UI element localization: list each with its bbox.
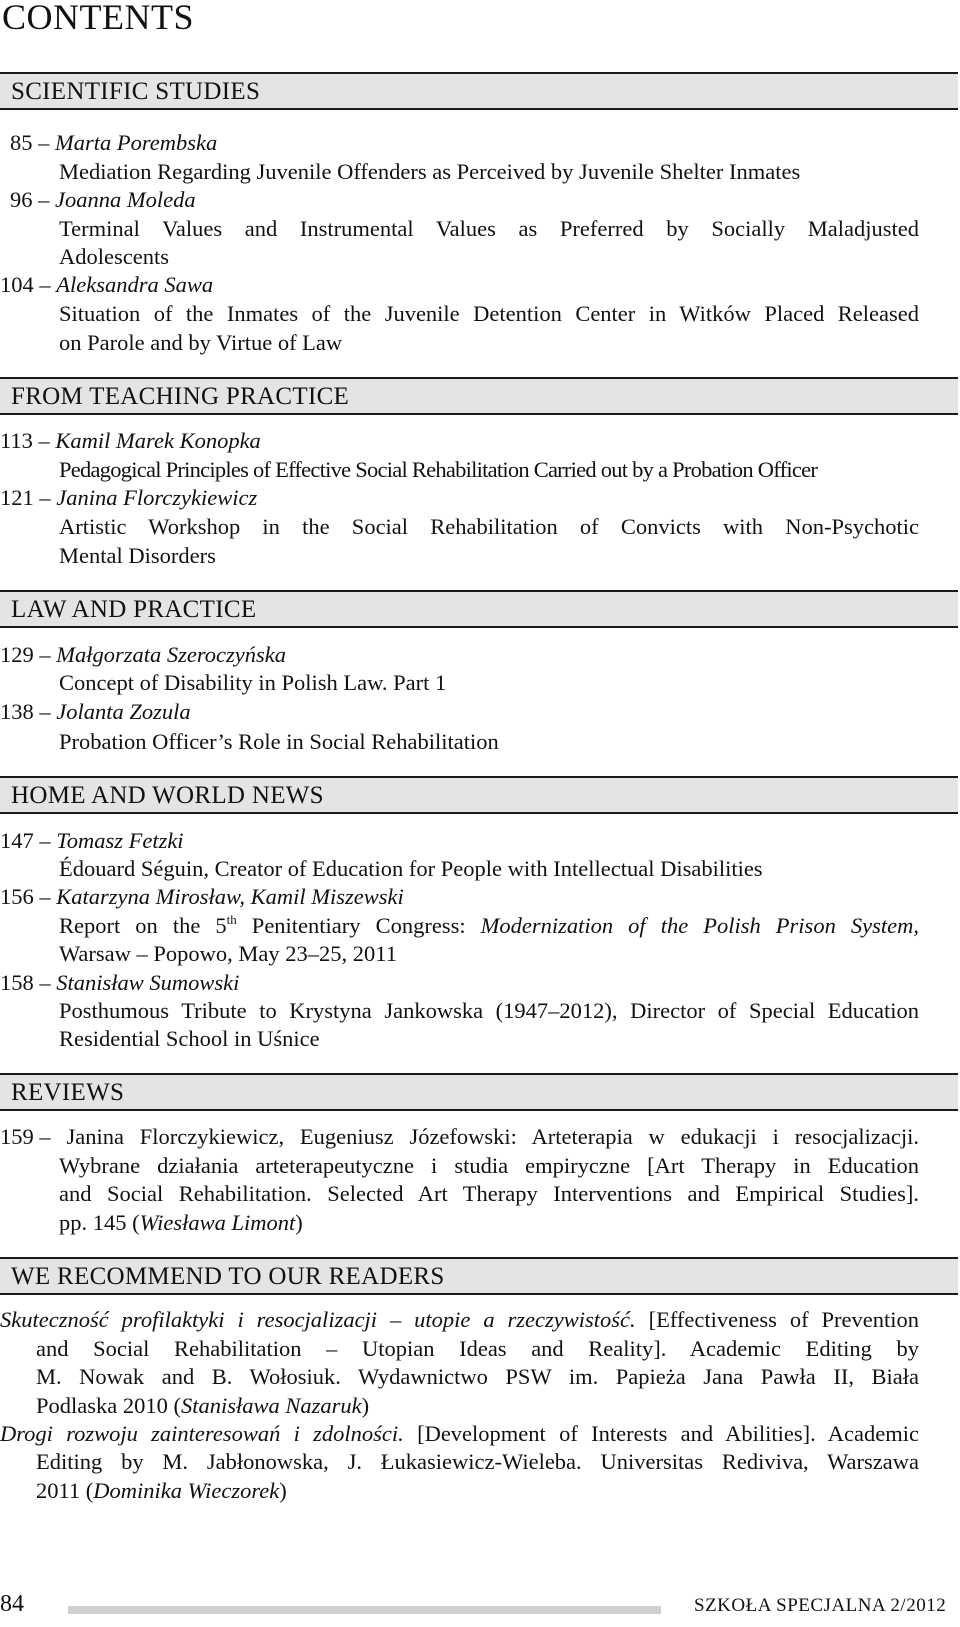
- recommendation-entry: [0, 1419, 919, 1448]
- book-description: [36, 1391, 369, 1420]
- section-title: SCIENTIFIC STUDIES: [11, 78, 261, 105]
- ordinal-suffix: th: [226, 912, 237, 927]
- section-header-we-recommend: [0, 1257, 958, 1295]
- book-description: and Social Rehabilitation – Utopian Ideas and Reality]. Academic Editing by: [36, 1336, 919, 1361]
- review-text: [59, 1208, 303, 1237]
- toc-entry-author-line: [10, 185, 196, 214]
- book-title: Drogi rozwoju zainteresowań i zdolności.: [0, 1421, 404, 1446]
- section-header-home-and-world-news: [0, 776, 958, 814]
- toc-entry-author-line: [0, 697, 191, 726]
- page-number: 85 –: [10, 130, 50, 155]
- page-number: 104 –: [0, 272, 51, 297]
- footer-journal-name: SZKOŁA SPECJALNA 2/2012: [694, 1595, 947, 1616]
- toc-entry-author-line: [10, 128, 217, 157]
- article-title: Posthumous Tribute to Krystyna Jankowska (1947–2012), Director of Special Education: [59, 998, 919, 1023]
- book-description: [36, 1476, 287, 1505]
- author-name: Małgorzata Szeroczyńska: [56, 642, 287, 667]
- book-description: [Development of Interests and Abilities]. Academic: [403, 1421, 919, 1446]
- section-title: WE RECOMMEND TO OUR READERS: [11, 1263, 445, 1290]
- section-header-reviews: [0, 1073, 958, 1111]
- article-title-continued: Adolescents: [59, 244, 169, 269]
- page-number: 147 –: [0, 828, 51, 853]
- author-name: Kamil Marek Konopka: [55, 428, 261, 453]
- review-text: Janina Florczykiewicz, Eugeniusz Józefowski: Arteterapia w edukacji i resocjalizacji.: [66, 1124, 919, 1149]
- closing-paren: ): [295, 1210, 303, 1235]
- review-text: and Social Rehabilitation. Selected Art Therapy Interventions and Empirical Studies].: [59, 1181, 919, 1206]
- author-name: Jolanta Zozula: [56, 699, 191, 724]
- section-title: FROM TEACHING PRACTICE: [11, 383, 350, 410]
- article-title: Concept of Disability in Polish Law. Part 1: [59, 670, 447, 695]
- reviewer-name: Stanisława Nazaruk: [181, 1393, 362, 1418]
- toc-entry-author-line: [0, 426, 261, 455]
- author-name: Katarzyna Mirosław, Kamil Miszewski: [56, 884, 404, 909]
- review-pages: pp. 145 (: [59, 1210, 140, 1235]
- section-title: REVIEWS: [11, 1079, 125, 1106]
- toc-entry-author-line: [0, 826, 184, 855]
- book-description: Editing by M. Jabłonowska, J. Łukasiewicz-Wieleba. Universitas Rediviva, Warszawa: [36, 1449, 919, 1474]
- publication-info: 2011 (: [36, 1478, 94, 1503]
- article-title: Pedagogical Principles of Effective Social Rehabilitation Carried out by a Probation Officer: [59, 457, 818, 482]
- article-title: Artistic Workshop in the Social Rehabilitation of Convicts with Non-Psychotic: [59, 514, 919, 539]
- author-name: Aleksandra Sawa: [56, 272, 214, 297]
- toc-entry-author-line: [0, 270, 213, 299]
- author-name: Tomasz Fetzki: [56, 828, 184, 853]
- article-title-continued: Warsaw – Popowo, May 23–25, 2011: [59, 941, 397, 966]
- closing-paren: ): [361, 1393, 370, 1418]
- page-number: 159 –: [0, 1124, 51, 1149]
- title-text: Report on the 5: [59, 913, 227, 938]
- article-title: [59, 911, 919, 940]
- footer-rule: [68, 1606, 661, 1614]
- author-name: Marta Porembska: [55, 130, 218, 155]
- article-title-continued: on Parole and by Virtue of Law: [59, 330, 343, 355]
- section-header-scientific-studies: [0, 72, 958, 110]
- review-text: Wybrane działania arteterapeutyczne i studia empiryczne [Art Therapy in Education: [59, 1153, 919, 1178]
- reviewer-name: Dominika Wieczorek: [93, 1478, 280, 1503]
- page-number: 129 –: [0, 642, 51, 667]
- section-title: HOME AND WORLD NEWS: [11, 782, 324, 809]
- article-title-continued: Residential School in Uśnice: [59, 1026, 320, 1051]
- book-title: Skuteczność profilaktyki i resocjalizacji – utopie a rzeczywistość.: [0, 1307, 636, 1332]
- section-title: LAW AND PRACTICE: [11, 596, 257, 623]
- article-title-continued: Mental Disorders: [59, 543, 216, 568]
- book-description: M. Nowak and B. Wołosiuk. Wydawnictwo PSW im. Papieża Jana Pawła II, Biała: [36, 1364, 919, 1389]
- page-number: 121 –: [0, 485, 51, 510]
- toc-entry-author-line: [0, 483, 257, 512]
- author-name: Janina Florczykiewicz: [56, 485, 258, 510]
- author-name: Stanisław Sumowski: [56, 970, 240, 995]
- recommendation-entry: [0, 1305, 919, 1334]
- page-number: 113 –: [0, 428, 50, 453]
- article-title: Probation Officer’s Role in Social Rehabilitation: [59, 729, 499, 754]
- article-title: Mediation Regarding Juvenile Offenders as Perceived by Juvenile Shelter Inmates: [59, 159, 801, 184]
- page-number: 156 –: [0, 884, 51, 909]
- article-title: Terminal Values and Instrumental Values as Preferred by Socially Maladjusted: [59, 216, 919, 241]
- article-title: Situation of the Inmates of the Juvenile Detention Center in Witków Placed Released: [59, 301, 919, 326]
- title-text: Penitentiary Congress:: [236, 913, 481, 938]
- section-header-from-teaching-practice: [0, 377, 958, 415]
- footer-page-number: 84: [0, 1591, 24, 1617]
- toc-entry-author-line: [0, 968, 239, 997]
- page-number: 138 –: [0, 699, 51, 724]
- book-description: [Effectiveness of Prevention: [635, 1307, 919, 1332]
- author-name: Joanna Moleda: [55, 187, 196, 212]
- publication-info: Podlaska 2010 (: [36, 1393, 181, 1418]
- page-number: 96 –: [10, 187, 50, 212]
- toc-entry-author-line: [0, 882, 404, 911]
- page-title: CONTENTS: [2, 0, 194, 37]
- reviewer-name: Wiesława Limont: [139, 1210, 296, 1235]
- closing-paren: ): [279, 1478, 287, 1503]
- toc-entry-author-line: [0, 640, 286, 669]
- review-entry: [0, 1122, 919, 1151]
- section-header-law-and-practice: [0, 590, 958, 628]
- article-title: Édouard Séguin, Creator of Education for People with Intellectual Disabilities: [59, 856, 763, 881]
- page-number: 158 –: [0, 970, 51, 995]
- congress-theme: Modernization of the Polish Prison System,: [480, 913, 919, 938]
